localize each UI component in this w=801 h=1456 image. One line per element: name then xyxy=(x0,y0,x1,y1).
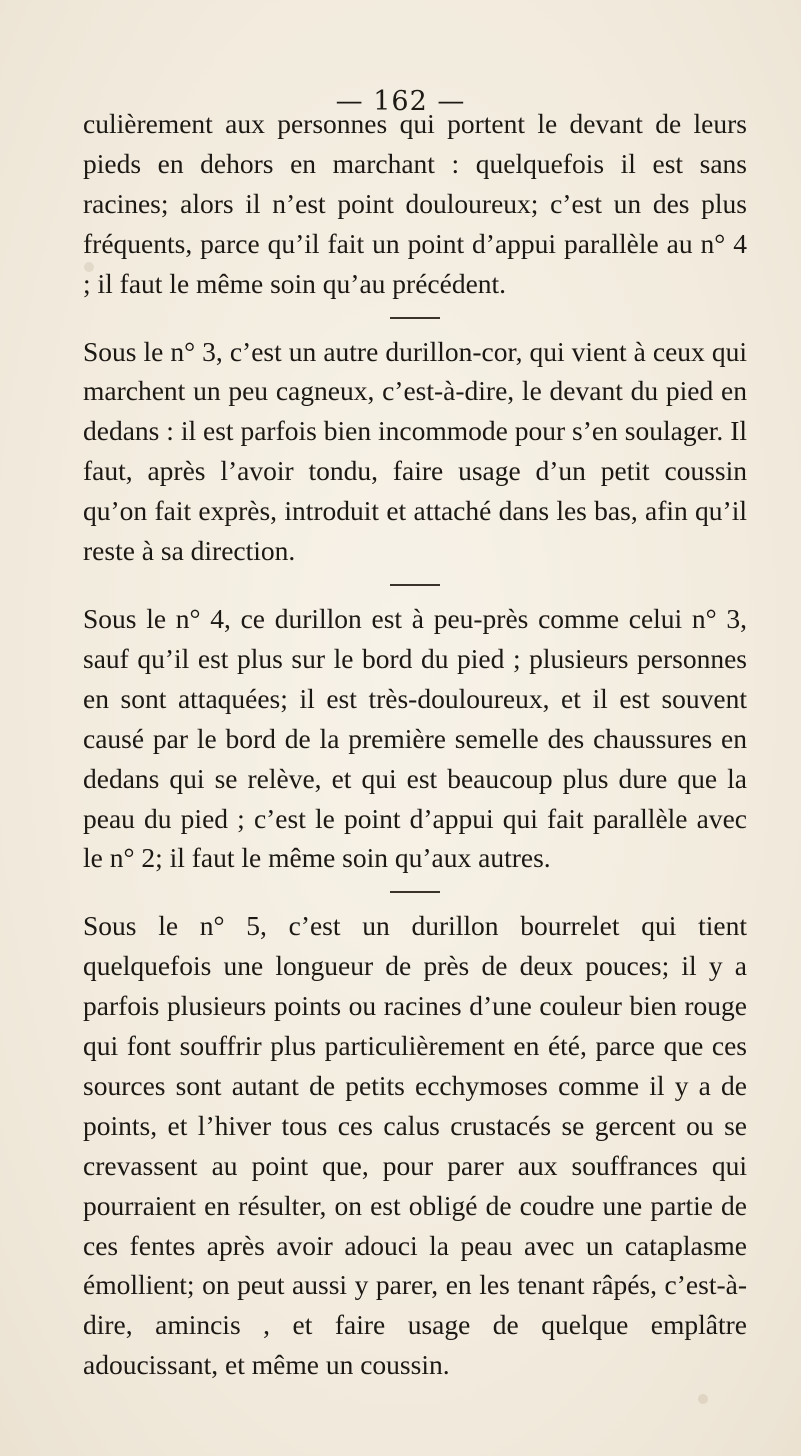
paper-spot xyxy=(84,262,94,272)
paragraph-2: Sous le n° 3, c’est un autre durillon-cor, qui vient à ceux qui marchent un peu cagneux, c’est-à-dire, le devant du pied en dedans : il est parfois bien incommode pour s’en soulager. Il faut, après l’avoir tondu, faire usage d’un petit coussin qu’on fait exprès, introduit et attaché dans les bas, afin qu’il reste à sa direction. xyxy=(83,335,747,567)
paragraph-1: culièrement aux personnes qui portent le devant de leurs pieds en dehors en marchant : quelquefois il est sans racines; alors il n’est point douloureux; c’est un des plus fréquents, parce qu’il fait un point d’appui parallèle au n° 4 ; il faut le même soin qu’au précédent. xyxy=(83,108,747,299)
page-body xyxy=(83,104,747,1385)
paragraph-4: Sous le n° 5, c’est un durillon bourrelet qui tient quelquefois une longueur de près de deux pouces; il y a parfois plusieurs points ou racines d’une couleur bien rouge qui font souffrir plus particulièrement en été, parce que ces sources sont autant de petits ecchymoses comme il y a de points, et l’hiver tous ces calus crustacés se gercent ou se crevassent au point que, pour parer aux souffrances qui pourraient en résulter, on est obligé de coudre une partie de ces fentes après avoir adouci la peau avec un cataplasme émollient; on peut aussi y parer, en les tenant râpés, c’est-à-dire, amincis , et faire usage de quelque emplâtre adoucissant, et même un coussin. xyxy=(83,910,747,1381)
section-divider xyxy=(390,584,440,586)
page-number-header: — 162 — xyxy=(335,86,466,117)
paper-spot xyxy=(698,1394,708,1404)
section-divider xyxy=(390,891,440,893)
section-divider xyxy=(390,317,440,319)
paragraph-3: Sous le n° 4, ce durillon est à peu-près comme celui n° 3, sauf qu’il est plus sur le bord du pied ; plusieurs personnes en sont attaquées; il est très-douloureux, et il est souvent causé par le bord de la première semelle des chaussures en dedans qui se relève, et qui est beaucoup plus dure que la peau du pied ; c’est le point d’appui qui fait parallèle avec le n° 2; il faut le même soin qu’aux autres. xyxy=(83,602,747,874)
